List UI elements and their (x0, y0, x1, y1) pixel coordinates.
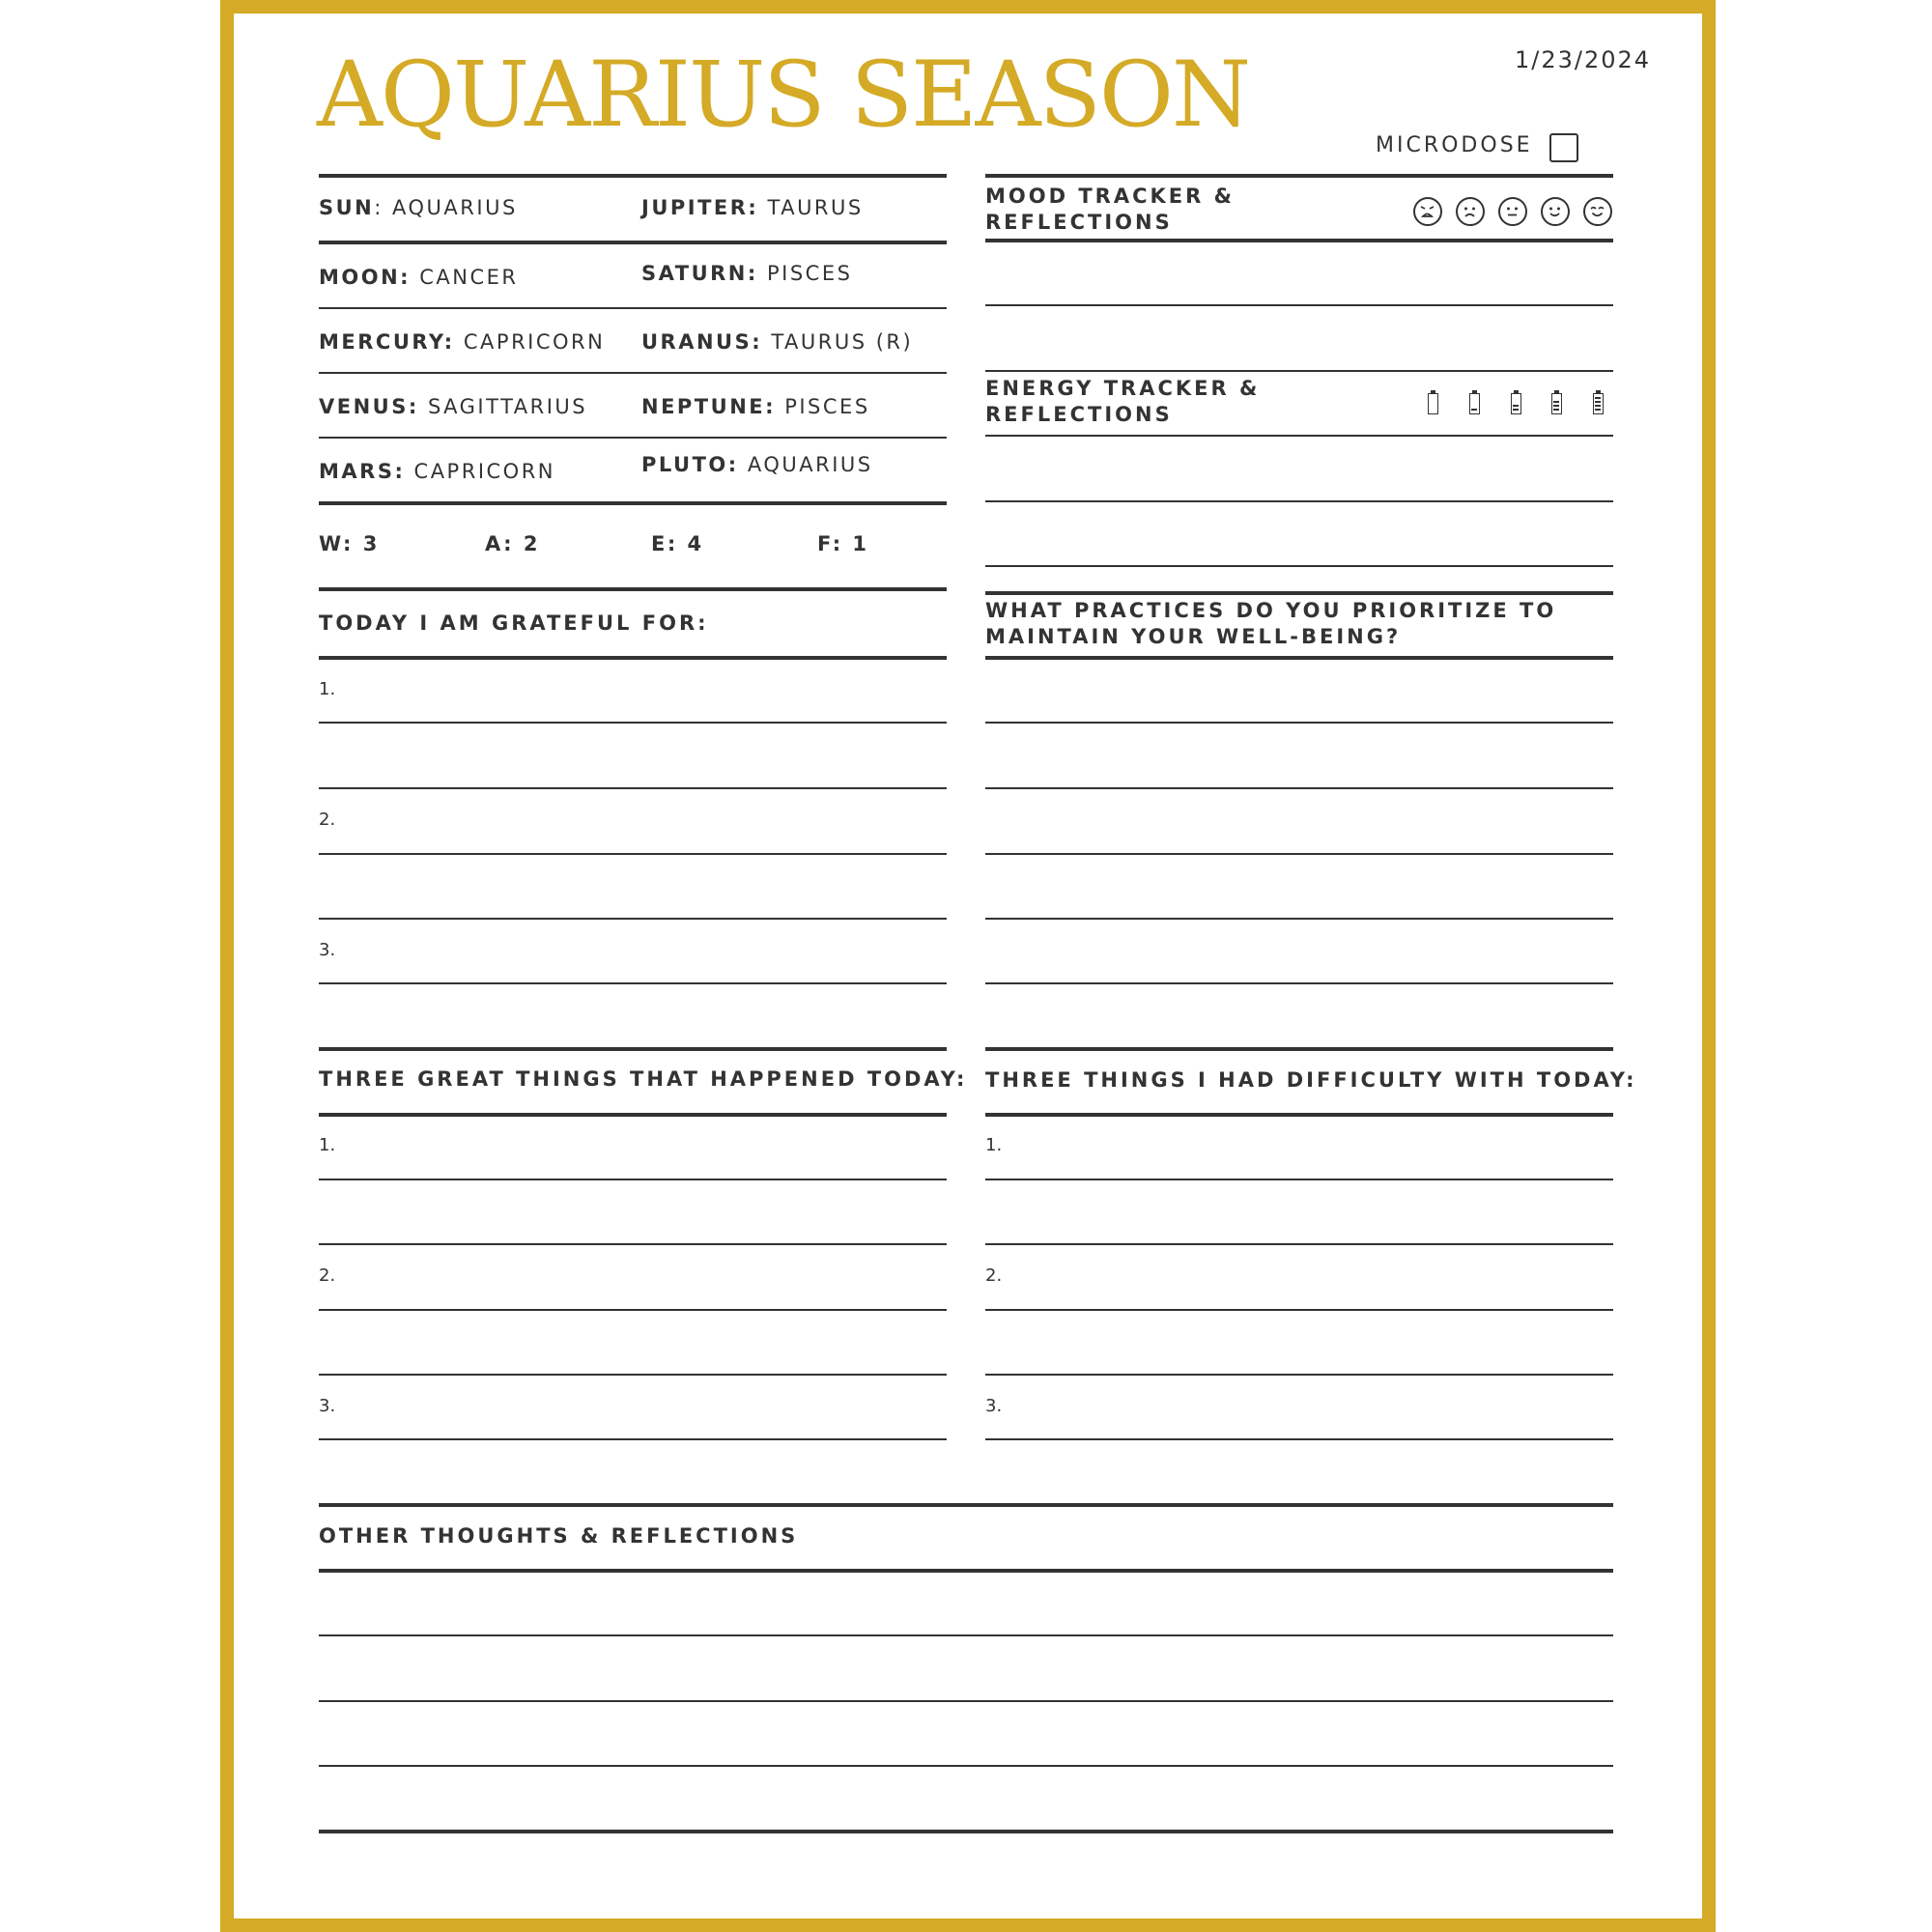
other-thoughts-heading: OTHER THOUGHTS & REFLECTIONS (319, 1524, 799, 1548)
planet-saturn: SATURN: PISCES (641, 262, 853, 285)
writing-line[interactable] (985, 722, 1613, 724)
writing-line[interactable] (319, 1309, 947, 1311)
list-number: 1. (319, 1135, 336, 1155)
divider (319, 1569, 1613, 1573)
microdose-checkbox[interactable] (1549, 133, 1578, 162)
divider (985, 656, 1613, 660)
angry-face-icon[interactable] (1413, 197, 1442, 226)
list-number: 3. (319, 1396, 336, 1416)
list-number: 1. (319, 679, 336, 699)
divider (985, 174, 1613, 178)
writing-line[interactable] (985, 1309, 1613, 1311)
list-number: 1. (985, 1135, 1003, 1155)
element-fire: F: 1 (817, 532, 869, 555)
writing-line[interactable] (319, 722, 947, 724)
writing-line[interactable] (319, 1765, 1613, 1767)
list-number: 2. (319, 1265, 336, 1286)
mood-tracker-heading: MOOD TRACKER & REFLECTIONS (985, 185, 1235, 234)
divider (319, 1503, 1613, 1507)
writing-line (985, 500, 1613, 502)
writing-line[interactable] (319, 1179, 947, 1180)
element-air: A: 2 (485, 532, 540, 555)
battery-half-icon[interactable] (1511, 393, 1521, 414)
writing-line[interactable] (985, 1374, 1613, 1376)
page-title: AQUARIUS SEASON (317, 43, 1250, 148)
smile-face-icon[interactable] (1541, 197, 1570, 226)
writing-line[interactable] (319, 1830, 1613, 1833)
divider (985, 591, 1613, 595)
divider (319, 174, 947, 178)
writing-line (985, 565, 1613, 567)
practices-heading: WHAT PRACTICES DO YOU PRIORITIZE TO MAINTAIN YOUR WELL-BEING? (985, 599, 1557, 648)
energy-tracker-heading: ENERGY TRACKER & REFLECTIONS (985, 377, 1261, 426)
writing-line (985, 304, 1613, 306)
divider (319, 307, 947, 309)
planet-neptune: NEPTUNE: PISCES (641, 395, 870, 418)
divider (319, 241, 947, 244)
grateful-heading: TODAY I AM GRATEFUL FOR: (319, 611, 709, 635)
writing-line[interactable] (319, 982, 947, 984)
writing-line[interactable] (319, 787, 947, 789)
planet-mercury: MERCURY: CAPRICORN (319, 330, 606, 354)
divider (319, 437, 947, 439)
writing-line[interactable] (319, 918, 947, 920)
writing-line[interactable] (985, 787, 1613, 789)
page-border-bottom (220, 1918, 1716, 1932)
writing-line[interactable] (985, 1179, 1613, 1180)
divider (985, 435, 1613, 437)
writing-line[interactable] (319, 853, 947, 855)
battery-full-icon[interactable] (1593, 393, 1604, 414)
list-number: 3. (319, 940, 336, 960)
divider (319, 1047, 947, 1051)
list-number: 2. (319, 810, 336, 830)
element-water: W: 3 (319, 532, 380, 555)
writing-line[interactable] (319, 1700, 1613, 1702)
battery-high-icon[interactable] (1551, 393, 1562, 414)
writing-line[interactable] (319, 1243, 947, 1245)
writing-line[interactable] (319, 1438, 947, 1440)
battery-low-icon[interactable] (1469, 393, 1480, 414)
divider (319, 587, 947, 591)
writing-line[interactable] (985, 1243, 1613, 1245)
planet-moon: MOON: CANCER (319, 266, 519, 289)
writing-line[interactable] (319, 1634, 1613, 1636)
divider (985, 1113, 1613, 1117)
divider (319, 1113, 947, 1117)
happy-face-icon[interactable] (1583, 197, 1612, 226)
great-things-heading: THREE GREAT THINGS THAT HAPPENED TODAY: (319, 1067, 968, 1091)
divider (985, 1047, 1613, 1051)
difficulty-heading: THREE THINGS I HAD DIFFICULTY WITH TODAY: (985, 1068, 1637, 1092)
date-label: 1/23/2024 (1515, 46, 1652, 73)
writing-line[interactable] (985, 918, 1613, 920)
divider (319, 372, 947, 374)
element-earth: E: 4 (651, 532, 704, 555)
planet-uranus: URANUS: TAURUS (R) (641, 330, 914, 354)
planet-jupiter: JUPITER: TAURUS (641, 196, 864, 219)
page-border (220, 0, 1716, 1932)
divider (319, 656, 947, 660)
microdose-label: MICRODOSE (1376, 133, 1533, 157)
sad-face-icon[interactable] (1456, 197, 1485, 226)
list-number: 2. (985, 1265, 1003, 1286)
neutral-face-icon[interactable] (1498, 197, 1527, 226)
list-number: 3. (985, 1396, 1003, 1416)
writing-line[interactable] (319, 1374, 947, 1376)
divider (319, 501, 947, 505)
planet-venus: VENUS: SAGITTARIUS (319, 395, 588, 418)
writing-line[interactable] (985, 1438, 1613, 1440)
planet-mars: MARS: CAPRICORN (319, 460, 556, 483)
divider (985, 239, 1613, 242)
writing-line[interactable] (985, 982, 1613, 984)
battery-empty-icon[interactable] (1428, 393, 1438, 414)
planet-pluto: PLUTO: AQUARIUS (641, 453, 873, 476)
planet-sun: SUN: AQUARIUS (319, 196, 518, 219)
writing-line[interactable] (985, 853, 1613, 855)
writing-line (985, 370, 1613, 372)
